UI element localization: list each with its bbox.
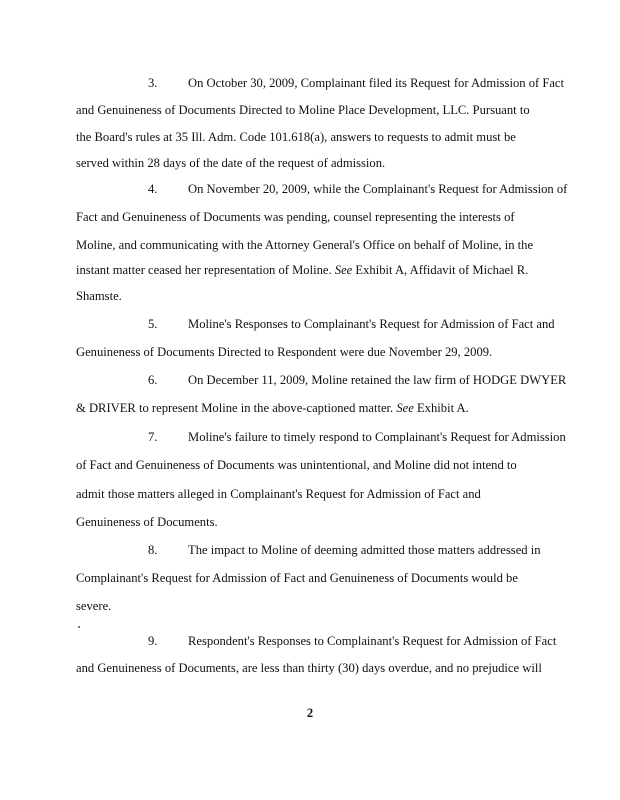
line-text: On December 11, 2009, Moline retained the law firm of HODGE DWYER: [188, 373, 567, 387]
line-text: The impact to Moline of deeming admitted those matters addressed in: [188, 543, 541, 557]
line-text: and Genuineness of Documents, are less than thirty (30) days overdue, and no prejudice will: [76, 661, 542, 675]
page-number: 2: [306, 706, 314, 720]
line-text: of Fact and Genuineness of Documents was unintentional, and Moline did not intend to: [76, 458, 517, 472]
paragraph-line: [76, 486, 481, 502]
paragraph-line: [76, 102, 530, 118]
paragraph-first-line: [148, 75, 564, 91]
paragraph-line: [76, 344, 492, 360]
line-text: instant matter ceased her representation of Moline. See Exhibit A, Affidavit of Michael R.: [76, 263, 529, 277]
paragraph-line: [76, 457, 517, 473]
paragraph-number: 9.: [148, 634, 158, 648]
line-text: served within 28 days of the date of the request of admission.: [76, 156, 386, 170]
paragraph-line: [76, 288, 122, 304]
line-text: severe.: [76, 599, 112, 613]
line-text: Respondent's Responses to Complainant's Request for Admission of Fact: [188, 634, 557, 648]
scan-speck: [78, 626, 80, 628]
paragraph-first-line: [148, 633, 556, 649]
paragraph-line: [76, 514, 218, 530]
paragraph-first-line: [148, 429, 566, 445]
paragraph-first-line: [148, 181, 567, 197]
paragraph-first-line: [148, 316, 555, 332]
line-text: Moline, and communicating with the Attorney General's Office on behalf of Moline, in the: [76, 238, 534, 252]
paragraph-number: 4.: [148, 182, 158, 196]
line-text: Shamste.: [76, 289, 122, 303]
paragraph-line: [76, 129, 516, 145]
line-text: & DRIVER to represent Moline in the above-captioned matter. See Exhibit A.: [76, 401, 469, 415]
paragraph-number: 6.: [148, 373, 158, 387]
paragraph-line: [76, 237, 533, 253]
line-text: and Genuineness of Documents Directed to Moline Place Development, LLC. Pursuant to: [76, 103, 530, 117]
line-text: On November 20, 2009, while the Complainant's Request for Admission of: [188, 182, 568, 196]
line-text: Complainant's Request for Admission of Fact and Genuineness of Documents would be: [76, 571, 518, 585]
line-text: the Board's rules at 35 Ill. Adm. Code 101.618(a), answers to requests to admit must be: [76, 130, 516, 144]
line-text: Fact and Genuineness of Documents was pending, counsel representing the interests of: [76, 210, 515, 224]
line-text: Moline's failure to timely respond to Complainant's Request for Admission: [188, 430, 566, 444]
paragraph-line: [76, 660, 542, 676]
line-text: Genuineness of Documents.: [76, 515, 218, 529]
paragraph-first-line: [148, 542, 541, 558]
line-text: admit those matters alleged in Complainant's Request for Admission of Fact and: [76, 487, 481, 501]
signal-see: See: [396, 401, 414, 415]
paragraph-line: [76, 209, 515, 225]
line-text: On October 30, 2009, Complainant filed its Request for Admission of Fact: [188, 76, 565, 90]
paragraph-number: 8.: [148, 543, 158, 557]
paragraph-number: 7.: [148, 430, 158, 444]
paragraph-first-line: [148, 372, 566, 388]
paragraph-number: 3.: [148, 76, 158, 90]
paragraph-line: [76, 400, 469, 416]
paragraph-line: [76, 262, 528, 278]
paragraph-number: 5.: [148, 317, 158, 331]
line-text: Genuineness of Documents Directed to Respondent were due November 29, 2009.: [76, 345, 493, 359]
signal-see: See: [334, 263, 353, 277]
paragraph-line: [76, 570, 518, 586]
paragraph-line: [76, 598, 111, 614]
line-text: Moline's Responses to Complainant's Request for Admission of Fact and: [188, 317, 555, 331]
paragraph-line: [76, 155, 385, 171]
